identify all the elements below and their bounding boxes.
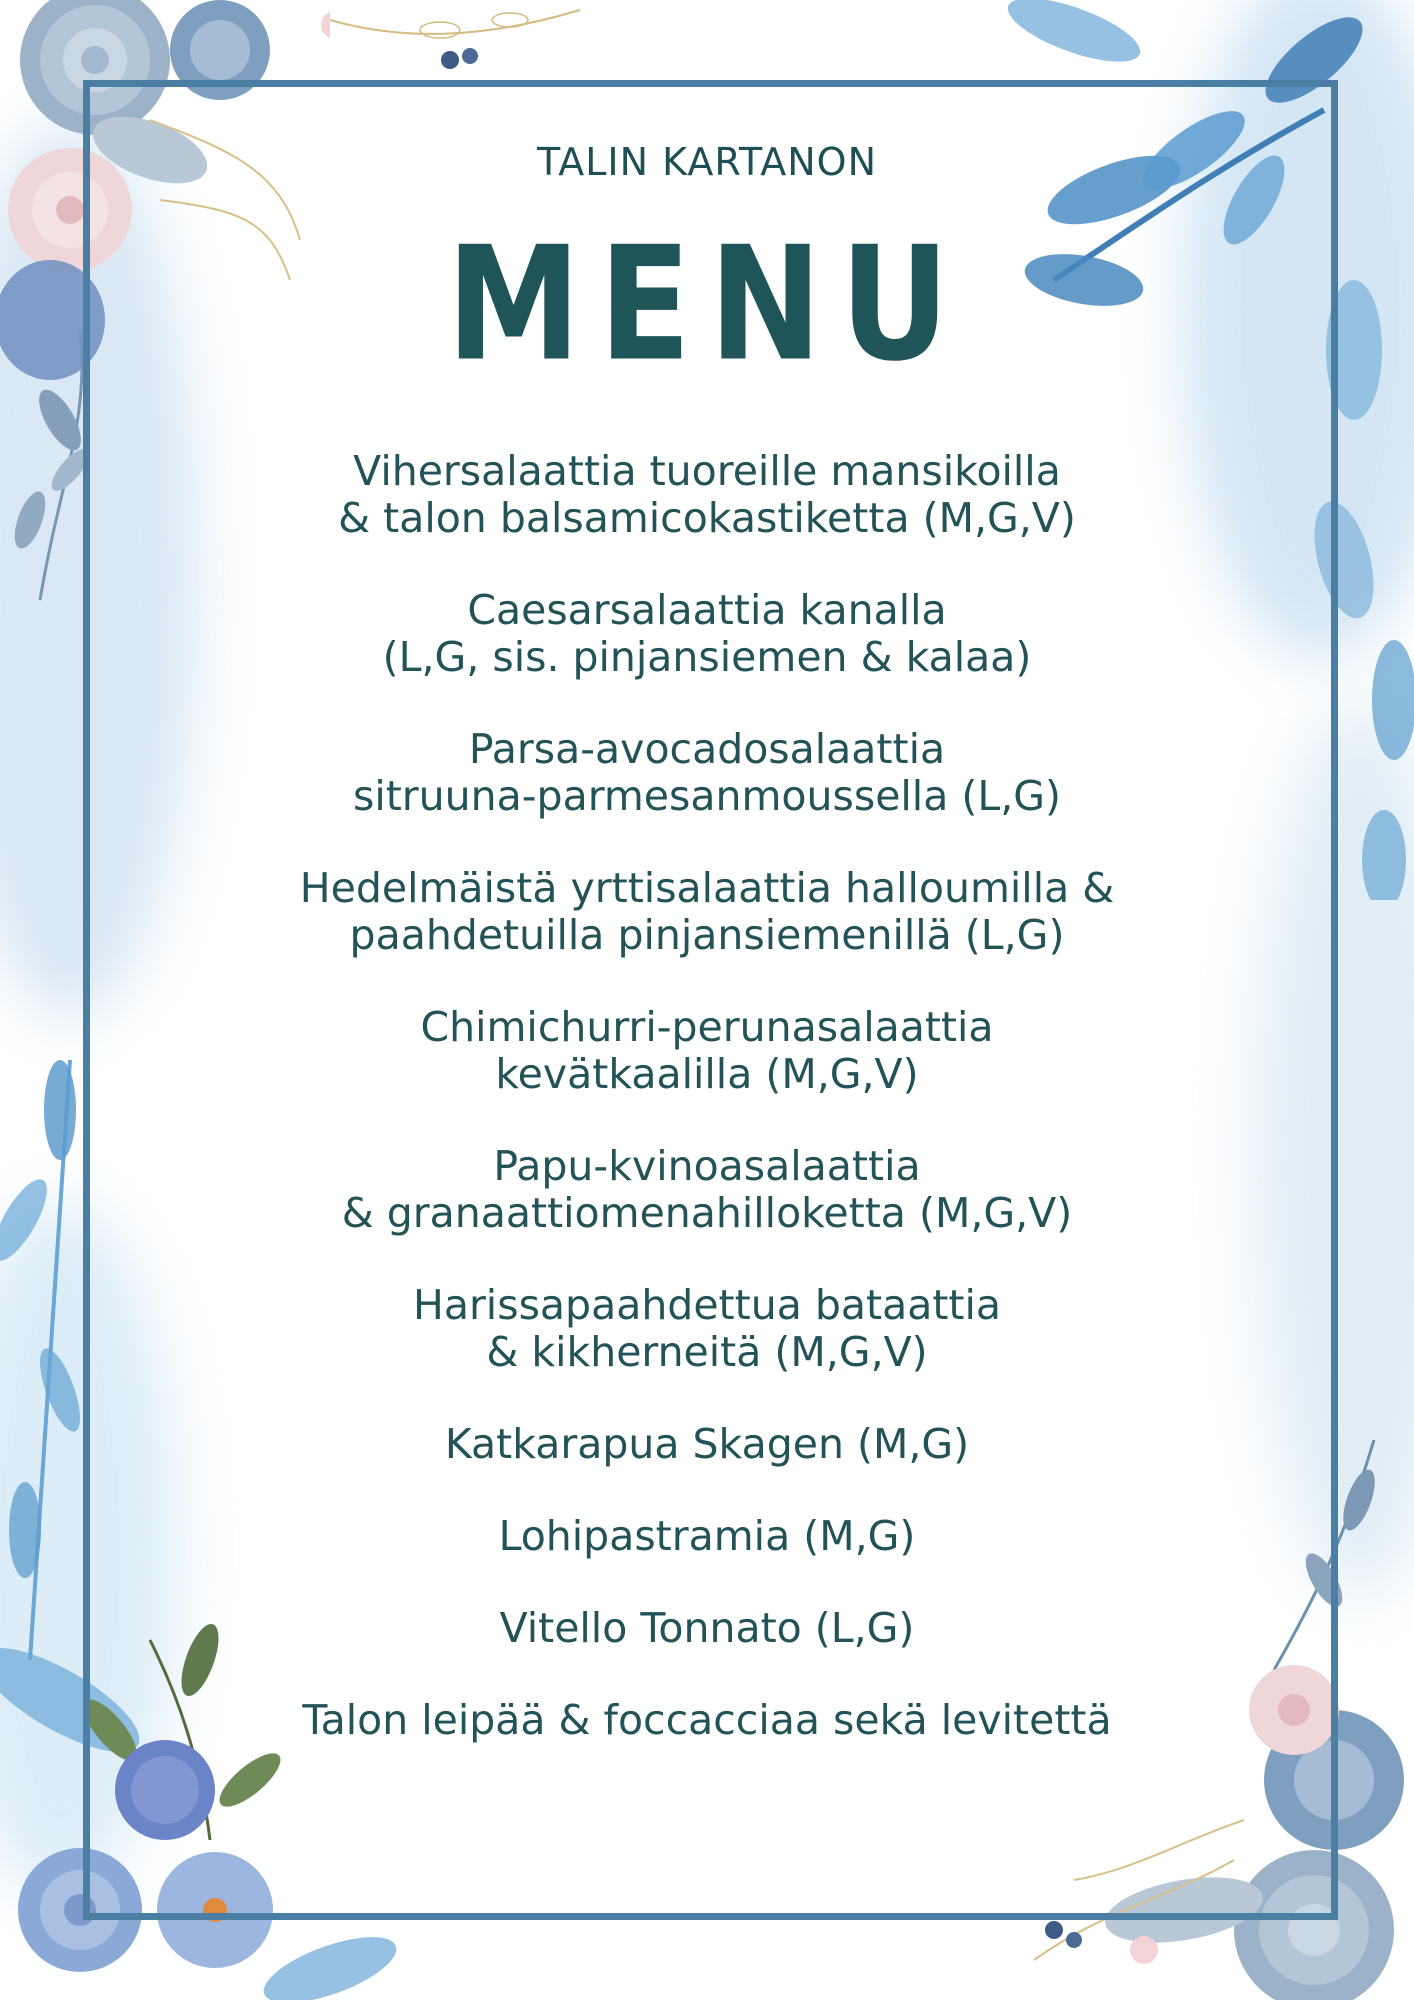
menu-item-line: sitruuna-parmesanmoussella (L,G) [352, 772, 1061, 820]
menu-item [200, 726, 1214, 820]
menu-item [200, 1421, 1214, 1468]
menu-item-line: Katkarapua Skagen (M,G) [444, 1420, 970, 1468]
menu-item-line: Parsa-avocadosalaattia [468, 725, 946, 773]
menu-item [200, 1004, 1214, 1098]
menu-item [200, 448, 1214, 542]
menu-item-line: Harissapaahdettua bataattia [413, 1281, 1001, 1329]
gold-branch-top [320, 0, 600, 90]
menu-item-line: & granaattiomenahilloketta (M,G,V) [341, 1189, 1073, 1237]
menu-item-line: Lohipastramia (M,G) [498, 1512, 916, 1560]
menu-item-line: & kikherneitä (M,G,V) [486, 1328, 928, 1376]
menu-item [200, 1143, 1214, 1237]
menu-item-line: paahdetuilla pinjansiemenillä (L,G) [349, 911, 1065, 959]
menu-item-line: Talon leipää & foccacciaa sekä levitettä [302, 1696, 1112, 1744]
menu-item-line: Vihersalaattia tuoreille mansikoilla [353, 447, 1061, 495]
menu-item [200, 865, 1214, 959]
menu-item-line: Vitello Tonnato (L,G) [499, 1604, 915, 1652]
menu-item-line: Hedelmäistä yrttisalaattia halloumilla & [299, 864, 1115, 912]
menu-item-line: Chimichurri-perunasalaattia [420, 1003, 994, 1051]
menu-item [200, 1513, 1214, 1560]
menu-item-line: Papu-kvinoasalaattia [493, 1142, 921, 1190]
menu-item-line: & talon balsamicokastiketta (M,G,V) [338, 494, 1076, 542]
menu-item-line: (L,G, sis. pinjansiemen & kalaa) [382, 633, 1032, 681]
menu-item [200, 1605, 1214, 1652]
menu-item-line: kevätkaalilla (M,G,V) [495, 1050, 919, 1098]
menu-item [200, 587, 1214, 681]
menu-item [200, 1697, 1214, 1744]
menu-list [200, 448, 1214, 1789]
menu-title: MENU [446, 213, 968, 397]
menu-item [200, 1282, 1214, 1376]
menu-item-line: Caesarsalaattia kanalla [467, 586, 947, 634]
venue-name: TALIN KARTANON [536, 140, 878, 184]
